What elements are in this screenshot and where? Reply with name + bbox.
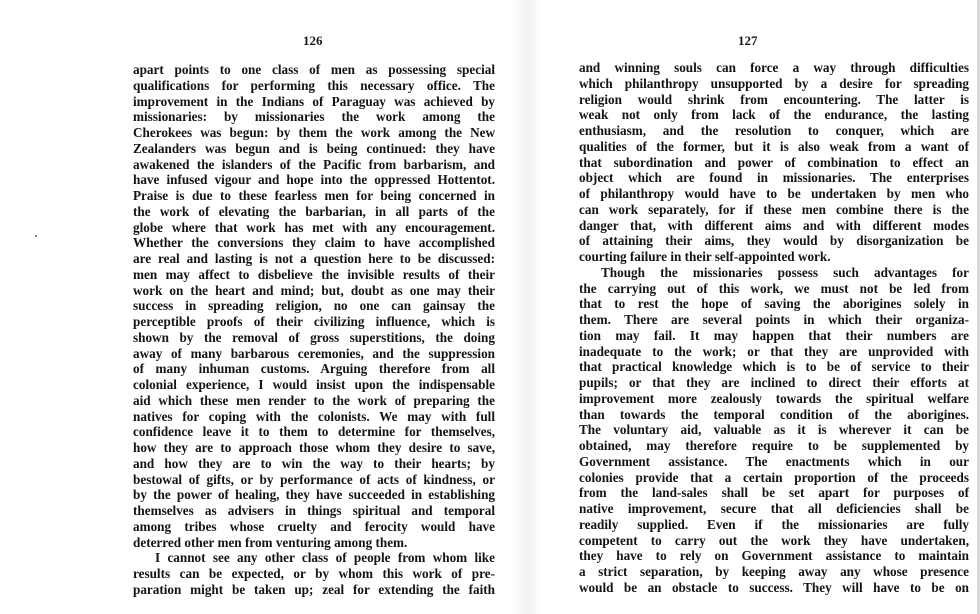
text-line: success in spreading religion, no one can gainsay the: [133, 298, 495, 314]
text-line: religion would shrink from encountering. The latter is: [579, 91, 969, 107]
text-line: inadequate to the work; or that they are unprovided with: [579, 343, 969, 359]
text-line: of attaining their aims, they would by disorganization be: [579, 233, 969, 249]
text-line: how they are to approach those whom they desire to save,: [133, 440, 495, 455]
text-line: of philanthropy would have to be undertaken by men who: [579, 186, 969, 201]
text-line: Government assistance. The enactments which in our: [579, 453, 969, 469]
text-line: themselves as advisers in things spiritual and temporal: [133, 503, 495, 518]
text-line: away of many barbarous ceremonies, and the suppression: [133, 345, 495, 361]
page-number-left: 126: [303, 33, 323, 48]
text-line: can work separately, for if these men combine there is the: [579, 201, 969, 217]
text-line: competent to carry out the work they have undertaken,: [579, 532, 969, 548]
text-line: results can be expected, or by whom this work of pre-: [133, 566, 495, 581]
text-line: qualifications for performing this necessary office. The: [133, 77, 495, 93]
text-line: deterred other men from venturing among them.: [133, 534, 408, 550]
text-line: that practical knowledge which is to be of service to their: [579, 359, 969, 375]
text-line: The voluntary aid, valuable as it is wherever it can be: [579, 422, 969, 438]
text-line: improvement more zealously towards the spiritual welfare: [579, 390, 969, 406]
text-line: aid which these men render to the work of preparing the: [133, 392, 495, 408]
text-line: bestowal of gifts, or by performance of acts of kindness, or: [133, 471, 495, 487]
text-line: Though the missionaries possess such advantages for: [601, 264, 969, 280]
text-line: men may affect to disbelieve the invisible results of their: [133, 266, 495, 282]
book-gutter: [512, 0, 542, 614]
text-line: by the power of healing, they have succeeded in establishing: [133, 487, 495, 503]
text-line: colonial experience, I would insist upon the indispensable: [133, 377, 495, 392]
text-line: Praise is due to these fearless men for being concerned in: [133, 188, 495, 203]
text-line: natives for coping with the colonists. We may with full: [133, 408, 495, 424]
text-line: awakened the islanders of the Pacific from barbarism, and: [133, 156, 495, 172]
text-line: missionaries: by missionaries the work among the: [133, 109, 495, 125]
text-line: readily supplied. Even if the missionaries are fully: [579, 516, 969, 532]
text-line: object which are found in missionaries. The enterprises: [579, 170, 969, 186]
text-line: of many inhuman customs. Arguing therefore from all: [133, 361, 495, 377]
text-line: the carrying out of this work, we must not be led from: [579, 280, 969, 296]
page-number-right: 127: [738, 33, 758, 48]
text-line: paration might be taken up; zeal for extending the faith: [133, 581, 495, 597]
text-line: globe where that work has met with any encouragement.: [133, 219, 495, 235]
right-page: [540, 0, 980, 614]
text-line: qualities of the former, but it is also weak from a want of: [579, 138, 969, 154]
text-line: that to rest the hope of saving the aborigines solely in: [579, 296, 969, 312]
text-line: than towards the temporal condition of the aborigines.: [579, 406, 969, 422]
text-line: Cherokees was begun: by them the work among the New: [133, 125, 495, 140]
text-line: native improvement, secure that all deficiencies shall be: [579, 501, 969, 516]
text-line: Zealanders was begun and is being continued: they have: [133, 140, 495, 156]
text-line: obtained, may therefore require to be supplemented by: [579, 438, 969, 453]
text-line: perceptible proofs of their civilizing influence, which is: [133, 314, 495, 329]
text-line: pupils; or that they are inclined to direct their efforts at: [579, 375, 969, 390]
text-line: that subordination and power of combination to effect an: [579, 154, 969, 170]
text-line: tion may fail. It may happen that their numbers are: [579, 327, 969, 343]
text-line: confidence leave it to them to determine for themselves,: [133, 424, 495, 440]
text-line: shown by the removal of gross superstitions, the doing: [133, 329, 495, 345]
text-line: and winning souls can force a way through difficulties: [579, 60, 969, 75]
text-line: Whether the conversions they claim to have accomplished: [133, 235, 495, 251]
text-line: are real and lasting is not a question here to be discussed:: [133, 251, 495, 266]
text-line: improvement in the Indians of Paraguay was achieved by: [133, 93, 495, 109]
text-line: apart points to one class of men as possessing special: [133, 62, 495, 77]
scan-speck: [35, 235, 37, 237]
text-line: would be an obstacle to success. They will have to be on: [579, 579, 969, 595]
text-line: from the land-sales shall be set apart for purposes of: [579, 485, 969, 501]
text-line: colonies provide that a certain proportion of the proceeds: [579, 469, 969, 485]
text-line: which philanthropy unsupported by a desire for spreading: [579, 75, 969, 91]
text-line: I cannot see any other class of people from whom like: [155, 550, 495, 566]
text-line: them. There are several points in which their organiza-: [579, 312, 969, 327]
text-line: weak not only from lack of the endurance, the lasting: [579, 107, 969, 123]
text-line: have infused vigour and hope into the oppressed Hottentot.: [133, 172, 495, 188]
text-line: the work of elevating the barbarian, in all parts of the: [133, 203, 495, 219]
text-line: and how they are to win the way to their hearts; by: [133, 455, 495, 471]
text-line: courting failure in their self-appointed work.: [579, 249, 831, 264]
text-line: enthusiasm, and the resolution to conquer, which are: [579, 123, 969, 138]
text-line: work on the heart and mind; but, doubt as one may their: [133, 282, 495, 298]
text-line: they have to rely on Government assistance to maintain: [579, 548, 969, 564]
text-line: among tribes whose cruelty and ferocity would have: [133, 518, 495, 534]
text-line: a strict separation, by keeping away any whose presence: [579, 564, 969, 579]
text-line: danger that, with different aims and with different modes: [579, 217, 969, 233]
